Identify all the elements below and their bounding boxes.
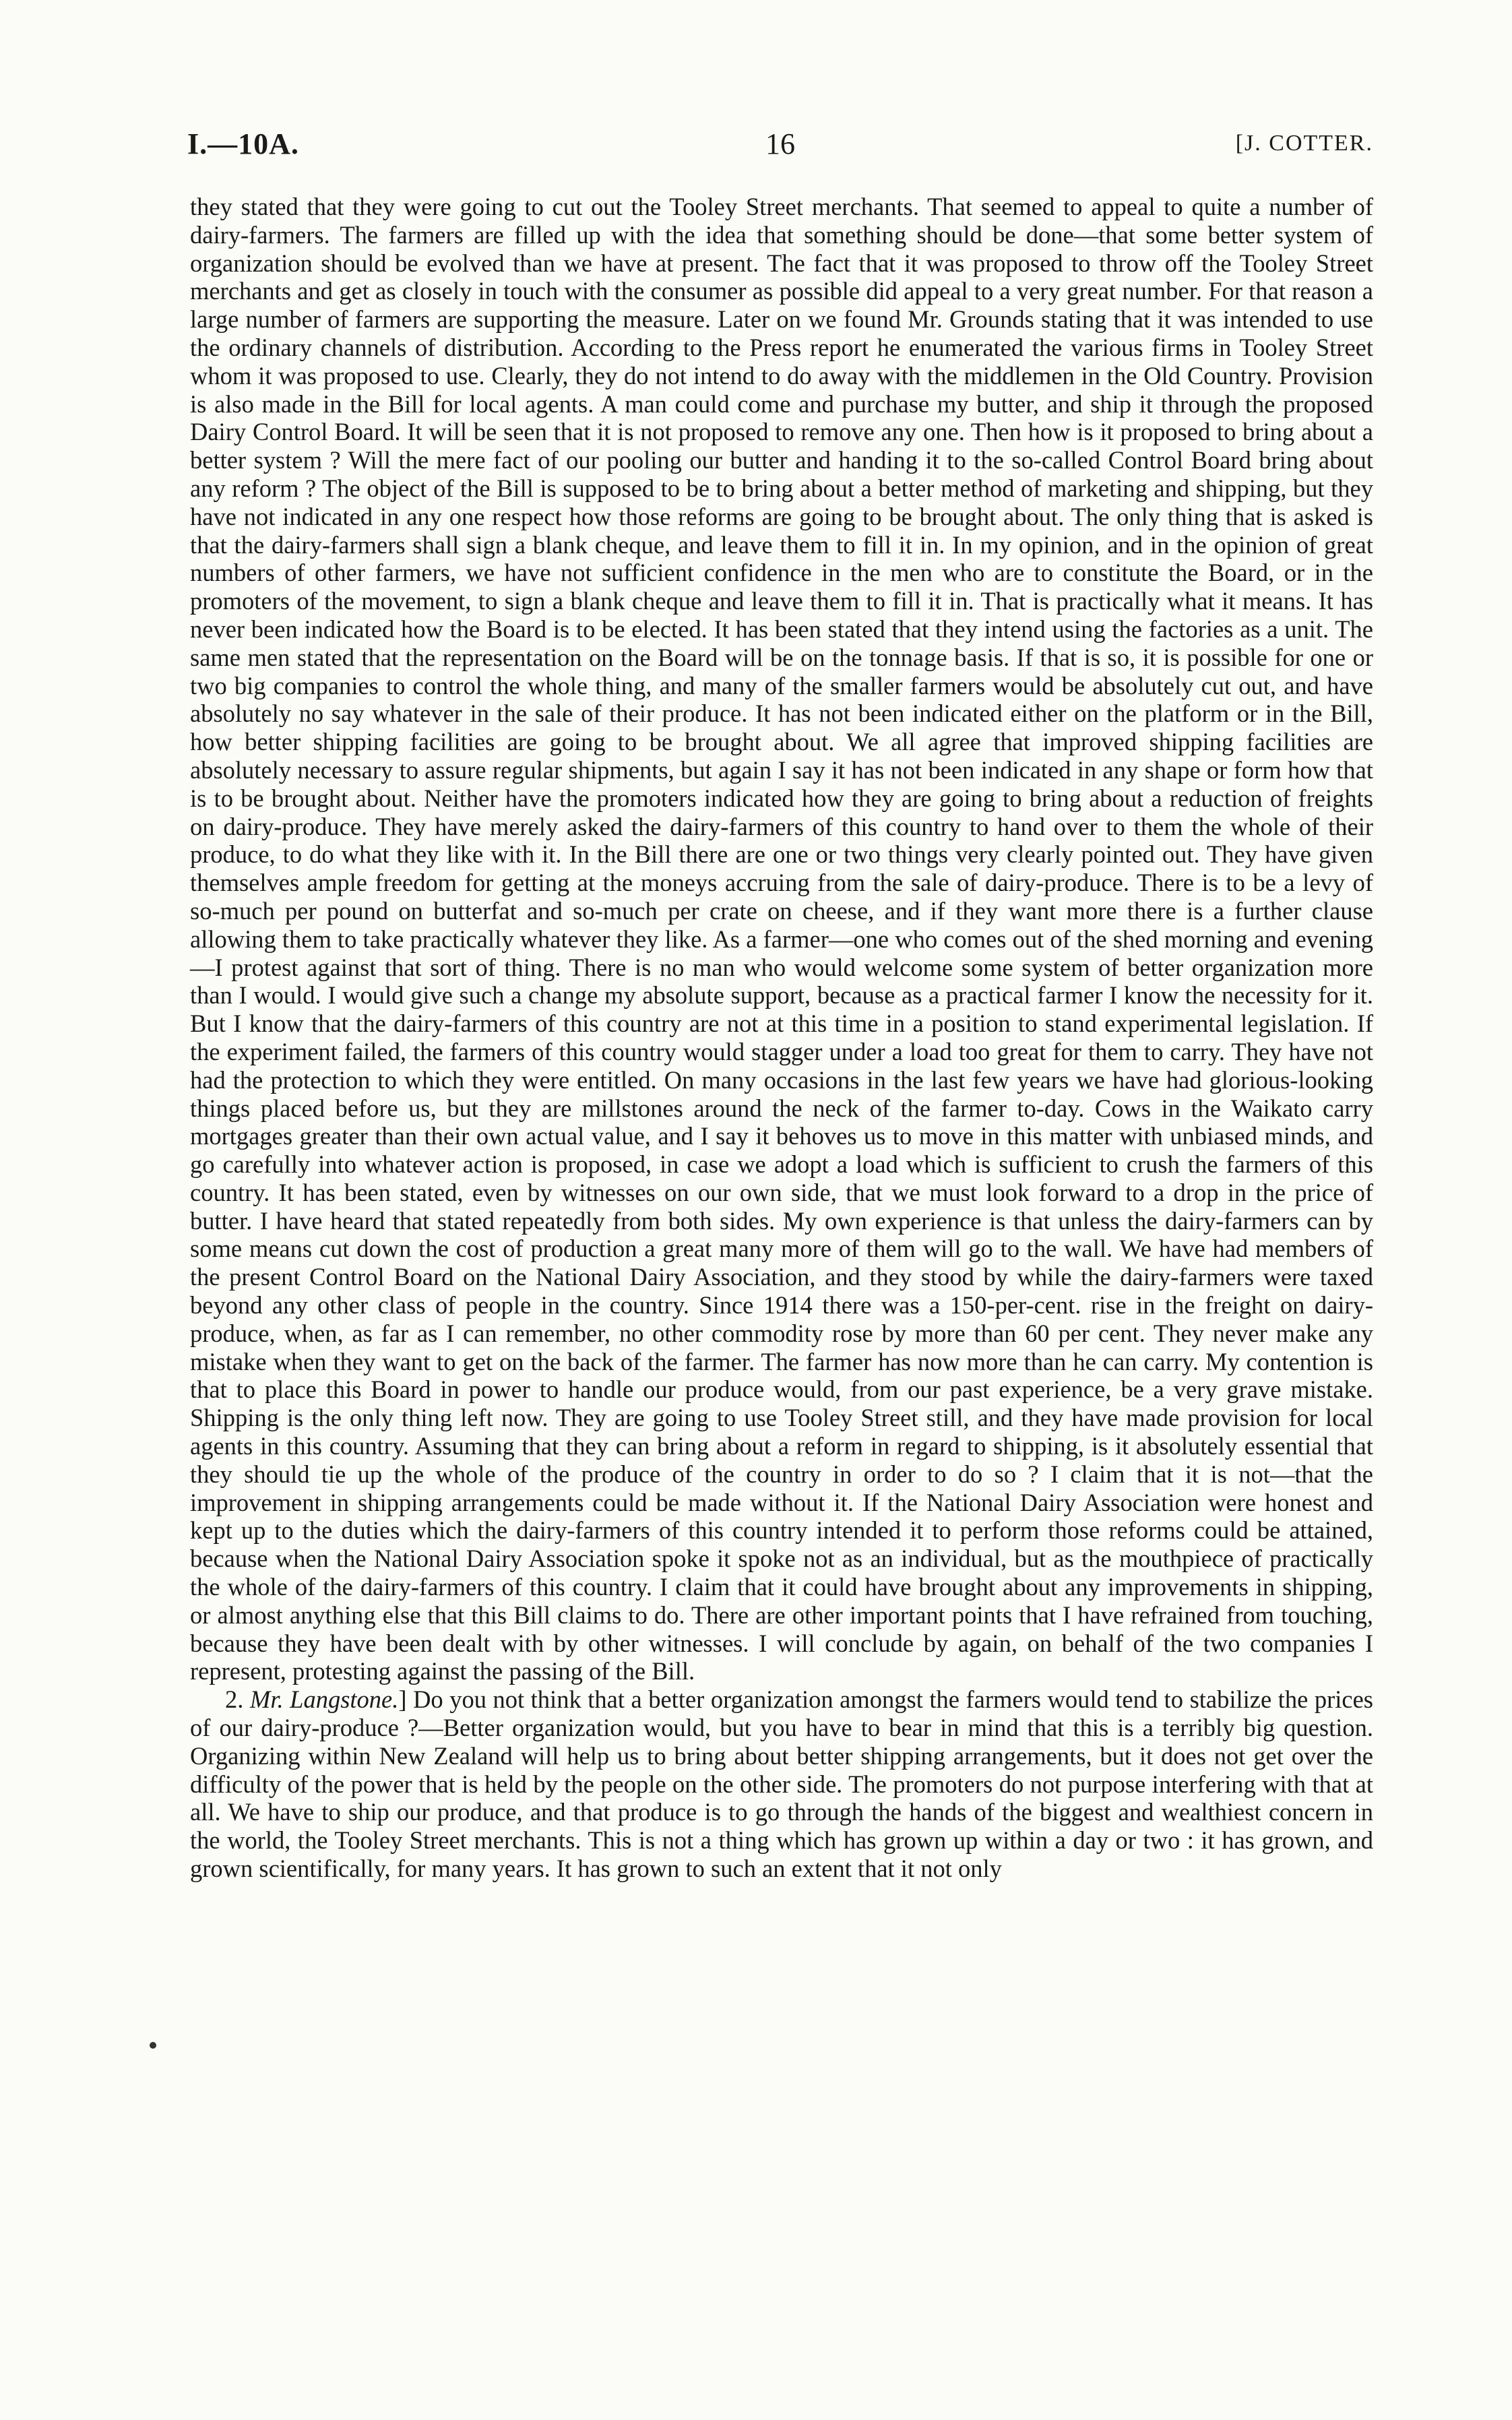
question-paragraph [190, 1685, 1373, 1883]
margin-mark [150, 2042, 156, 2049]
questioner-name: Mr. Langstone. [249, 1685, 399, 1714]
body-text [190, 193, 1373, 1883]
testimony-paragraph: they stated that they were going to cut out the Tooley Street merchants. That seemed to appeal to quite a number of dairy-farmers. The farmers are filled up with the idea that something should be done—that some better system of organization should be evolved than we have at present. The fact that it was proposed to throw off the Tooley Street merchants and get as closely in touch with the consumer as possible did appeal to a very great number. For that reason a large number of farmers are supporting the measure. Later on we found Mr. Grounds stating that it was intended to use the ordinary channels of distribution. According to the Press report he enumerated the various firms in Tooley Street whom it was proposed to use. Clearly, they do not intend to do away with the middlemen in the Old Country. Provision is also made in the Bill for local agents. A man could come and purchase my butter, and ship it through the proposed Dairy Control Board. It will be seen that it is not proposed to remove any one. Then how is it proposed to bring about a better system ? Will the mere fact of our pooling our butter and handing it to the so-called Control Board bring about any reform ? The object of the Bill is supposed to be to bring about a better method of marketing and shipping, but they have not indicated in any one respect how those reforms are going to be brought about. The only thing that is asked is that the dairy-farmers shall sign a blank cheque, and leave them to fill it in. In my opinion, and in the opinion of great numbers of other farmers, we have not sufficient confidence in the men who are to constitute the Board, or in the promoters of the movement, to sign a blank cheque and leave them to fill it in. That is practically what it means. It has never been indicated how the Board is to be elected. It has been stated that they intend using the factories as a unit. The same men stated that the representation on the Board will be on the tonnage basis. If that is so, it is possible for one or two big companies to control the whole thing, and many of the smaller farmers would be absolutely cut out, and have absolutely no say whatever in the sale of their produce. It has not been indicated either on the platform or in the Bill, how better shipping facilities are going to be brought about. We all agree that improved shipping facilities are absolutely necessary to assure regular shipments, but again I say it has not been indicated in any shape or form how that is to be brought about. Neither have the promoters indicated how they are going to bring about a reduction of freights on dairy-produce. They have merely asked the dairy-farmers of this country to hand over to them the whole of their produce, to do what they like with it. In the Bill there are one or two things very clearly pointed out. They have given themselves ample freedom for getting at the moneys accruing from the sale of dairy-produce. There is to be a levy of so-much per pound on butterfat and so-much per crate on cheese, and if they want more there is a further clause allowing them to take practically whatever they like. As a farmer—one who comes out of the shed morning and evening—I protest against that sort of thing. There is no man who would welcome some system of better organization more than I would. I would give such a change my absolute support, because as a practical farmer I know the necessity for it. But I know that the dairy-farmers of this country are not at this time in a position to stand experimental legislation. If the experiment failed, the farmers of this country would stagger under a load too great for them to carry. They have not had the protection to which they were entitled. On many occasions in the last few years we have had glorious-looking things placed before us, but they are millstones around the neck of the farmer to-day. Cows in the Waikato carry mortgages greater than their own actual value, and I say it behoves us to move in this matter with unbiased minds, and go carefully into whatever action is proposed, in case we adopt a load which is sufficient to crush the farmers of this country. It has been stated, even by witnesses on our own side, that we must look forward to a drop in the price of butter. I have heard that stated repeatedly from both sides. My own experience is that unless the dairy-farmers can by some means cut down the cost of production a great many more of them will go to the wall. We have had members of the present Control Board on the National Dairy Association, and they stood by while the dairy-farmers were taxed beyond any other class of people in the country. Since 1914 there was a 150-per-cent. rise in the freight on dairy-produce, when, as far as I can remember, no other commodity rose by more than 60 per cent. They never make any mistake when they want to get on the back of the farmer. The farmer has now more than he can carry. My contention is that to place this Board in power to handle our produce would, from our past experience, be a very grave mistake. Shipping is the only thing left now. They are going to use Tooley Street still, and they have made provision for local agents in this country. Assuming that they can bring about a reform in regard to shipping, is it absolutely essential that they should tie up the whole of the produce of the country in order to do so ? I claim that it is not—that the improvement in shipping arrangements could be made without it. If the National Dairy Association were honest and kept up to the duties which the dairy-farmers of this country intended it to perform those reforms could be attained, because when the National Dairy Association spoke it spoke not as an individual, but as the mouthpiece of practically the whole of the dairy-farmers of this country. I claim that it could have brought about any improvements in shipping, or almost anything else that this Bill claims to do. There are other important points that I have refrained from touching, because they have been dealt with by other witnesses. I will conclude by again, on behalf of the two companies I represent, protesting against the passing of the Bill. [190, 193, 1373, 1685]
question-answer-text: ] Do you not think that a better organization amongst the farmers would tend to stabilize the prices of our dairy-produce ?—Better organization would, but you have to bear in mind that this is a terribly big question. Organizing within New Zealand will help us to bring about better shipping arrangements, but it does not get over the difficulty of the power that is held by the people on the other side. The promoters do not purpose interfering with that at all. We have to ship our produce, and that produce is to go through the hands of the biggest and wealthiest concern in the world, the Tooley Street merchants. This is not a thing which has grown up within a day or two : it has grown, and grown scientifically, for many years. It has grown to such an extent that it not only [190, 1685, 1374, 1883]
question-number: 2. [225, 1685, 244, 1714]
running-head [187, 127, 1373, 167]
paper-reference: I.—10A. [187, 127, 299, 160]
page-number: 16 [765, 127, 795, 160]
witness-name: [J. COTTER. [1235, 131, 1373, 156]
